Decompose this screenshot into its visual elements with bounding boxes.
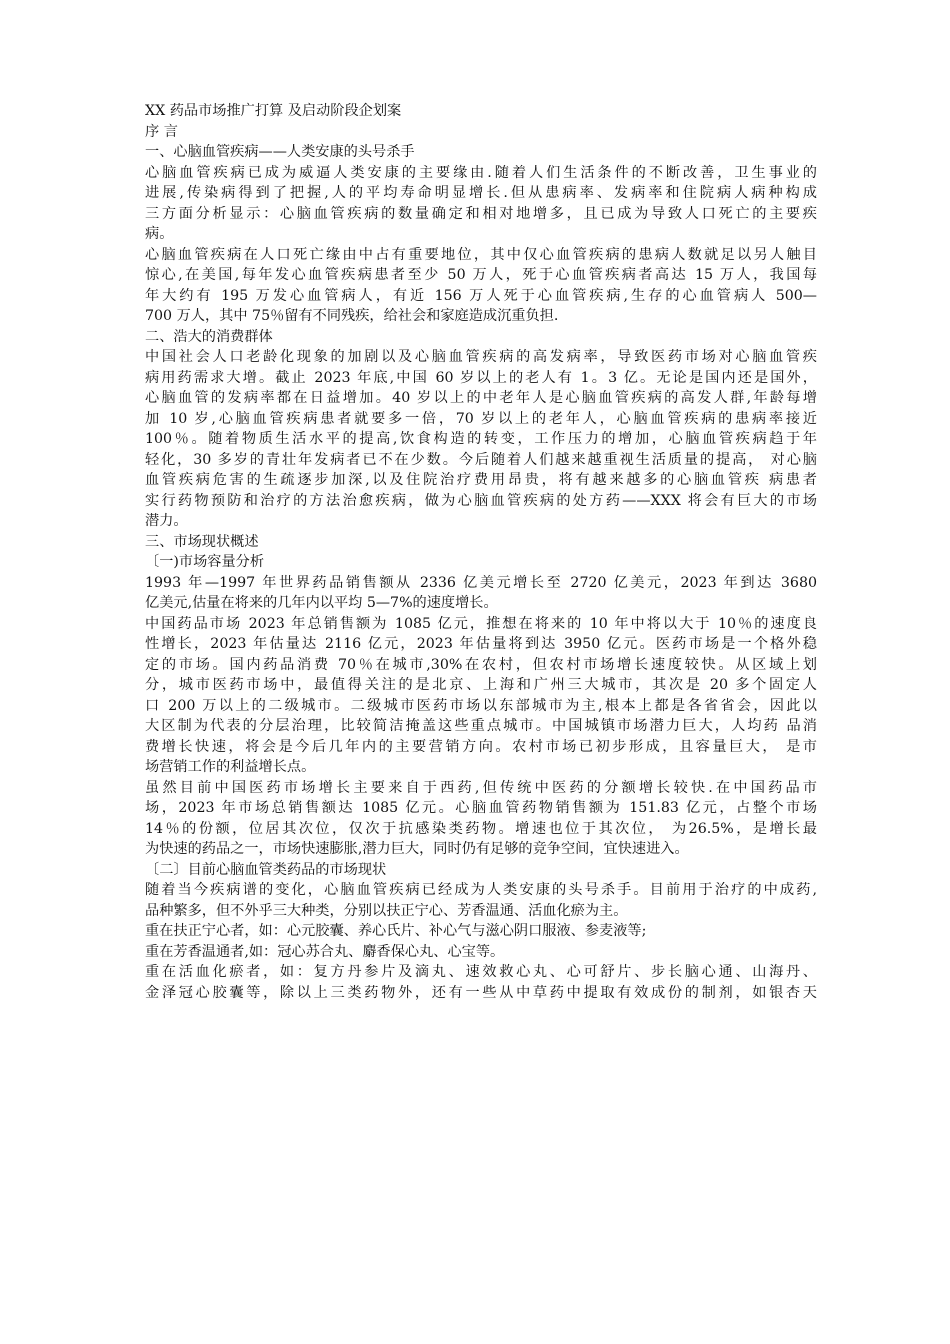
paragraph-line: 病。 [145,226,174,242]
paragraph-line: 惊心,在美国,每年发心血管疾病患者至少 50 万人，死于心血管疾病者高达 15 万人，我国每 [145,267,817,283]
paragraph-line: 费增长快速，将会是今后几年内的主要营销方向。农村市场已初步形成，且容量巨大， 是市 [145,738,817,755]
paragraph-line: 轻化，30 多岁的青壮年发病者已不在少数。今后随着人们越来越重视生活质量的提高， 对心脑 [145,451,817,468]
paragraph-line: 三方面分析显示：心脑血管疾病的数量确定和相对地增多，且已成为导致人口死亡的主要疾 [145,205,817,222]
paragraph-line: 进展,传染病得到了把握,人的平均寿命明显增长.但从患病率、发病率和住院病人病种构成 [145,185,817,201]
list-item-fuzheng: 重在扶正宁心者，如：心元胶囊、养心氏片、补心气与滋心阴口服液、参麦液等; [145,923,647,939]
paragraph-line: 实行药物预防和治疗的方法治愈疾病，做为心脑血管疾病的处方药——XXX 将会有巨大的市场 [145,492,817,509]
paragraph-line: 重在活血化瘀者，如：复方丹参片及滴丸、速效救心丸、心可舒片、步长脑心通、山海丹、 [145,964,817,980]
paragraph-line: 心脑血管疾病已成为威逼人类安康的主要缘由.随着人们生活条件的不断改善，卫生事业的 [145,164,817,181]
paragraph-line: 加 10 岁,心脑血管疾病患者就要多一倍，70 岁以上的老年人，心脑血管疾病的患病率接近 [145,410,817,427]
paragraph-line: 血管疾病危害的生疏逐步加深,以及住院治疗费用昂贵，将有越来越多的心脑血管疾 病患者 [145,472,817,488]
paragraph-line: 随着当今疾病谱的变化，心脑血管疾病已经成为人类安康的头号杀手。目前用于治疗的中成药, [145,882,817,898]
paragraph-line: 潜力。 [145,513,188,529]
subsection-1-paragraph-2 [145,614,817,778]
subsection-2-heading: 〔二〕目前心脑血管类药品的市场现状 [145,861,387,878]
paragraph-line: 中国药品市场 2023 年总销售额为 1085 亿元，推想在将来的 10 年中将以大于 10％的速度良 [145,615,817,632]
subsection-1-heading: 〔一)市场容量分析 [145,554,265,570]
section-1-heading: 一、心脑血管疾病——人类安康的头号杀手 [145,144,415,160]
paragraph-line: 心脑血管的发病率都在日益增加。40 岁以上的中老年人是心脑血管疾病的高发人群,年龄每增 [145,390,817,406]
document-page [145,101,817,1003]
document-title: XX 药品市场推广打算 及启动阶段企划案 [145,103,402,119]
paragraph-line: 病用药需求大增。截止 2023 年底,中国 60 岁以上的老人有 1。3 亿。无论是国内还是国外， [145,369,817,386]
paragraph-line: 性增长，2023 年估量达 2116 亿元，2023 年估量将到达 3950 亿元。医药市场是一个格外稳 [145,636,817,652]
section-1-paragraph-2 [145,245,817,327]
paragraph-line: 为快速的药品之一，市场快速膨胀,潜力巨大，同时仍有足够的竞争空间，宜快速进入。 [145,841,689,857]
paragraph-line: 大区制为代表的分层治理，比较简洁掩盖这些重点城市。中国城镇市场潜力巨大，人均药 品消 [145,718,817,734]
list-item-huoxue [145,962,817,1003]
paragraph-line: 100％。随着物质生活水平的提高,饮食构造的转变，工作压力的增加，心脑血管疾病趋于年 [145,431,817,447]
section-3-heading: 三、市场现状概述 [145,533,259,550]
paragraph-line: 虽然目前中国医药市场增长主要来自于西药,但传统中医药的分额增长较快.在中国药品市 [145,779,817,796]
paragraph-line: 700 万人，其中 75％留有不同残疾，给社会和家庭造成沉重负担. [145,308,559,324]
subsection-1-paragraph-1 [145,573,817,614]
paragraph-line: 分，城市医药市场中，最值得关注的是北京、上海和广州三大城市，其次是 20 多个固定人 [145,677,817,693]
paragraph-line: 品种繁多，但不外乎三大种类，分别以扶正宁心、芳香温通、活血化瘀为主。 [145,902,628,919]
paragraph-line: 亿美元,估量在将来的几年内以平均 5—7%的速度增长。 [145,595,498,611]
paragraph-line: 中国社会人口老龄化现象的加剧以及心脑血管疾病的高发病率，导致医药市场对心脑血管疾 [145,349,817,365]
paragraph-line: 1993 年—1997 年世界药品销售额从 2336 亿美元增长至 2720 亿美元，2023 年到达 3680 [145,574,817,591]
paragraph-line: 金泽冠心胶囊等，除以上三类药物外，还有一些从中草药中提取有效成份的制剂，如银杏天 [145,984,817,1001]
list-item-fangxiang: 重在芳香温通者,如：冠心苏合丸、麝香保心丸、心宝等。 [145,943,505,960]
paragraph-line: 场营销工作的利益增长点。 [145,759,316,775]
paragraph-line: 年大约有 195 万发心血管病人，有近 156 万人死于心血管疾病,生存的心血管病人 500— [145,287,817,304]
paragraph-line: 定的市场。国内药品消费 70％在城市,30%在农村，但农村市场增长速度较快。从区域上划 [145,656,817,673]
section-1-paragraph-1 [145,163,817,245]
subsection-1-paragraph-3 [145,778,817,860]
subsection-2-paragraph-1 [145,880,817,921]
section-2-heading: 二、浩大的消费群体 [145,328,273,345]
paragraph-line: 心脑血管疾病在人口死亡缘由中占有重要地位，其中仅心血管疾病的患病人数就足以另人触目 [145,246,817,263]
preface-heading: 序 言 [145,123,178,140]
paragraph-line: 场，2023 年市场总销售额达 1085 亿元。心脑血管药物销售额为 151.83 亿元，占整个市场 [145,800,817,816]
paragraph-line: 14％的份额，位居其次位，仅次于抗感染类药物。增速也位于其次位， 为26.5%，是增长最 [145,820,817,837]
paragraph-line: 口 200 万以上的二级城市。二级城市医药市场以东部城市为主,根本上都是各省省会，因此以 [145,697,817,714]
section-2-paragraph-1 [145,347,817,532]
